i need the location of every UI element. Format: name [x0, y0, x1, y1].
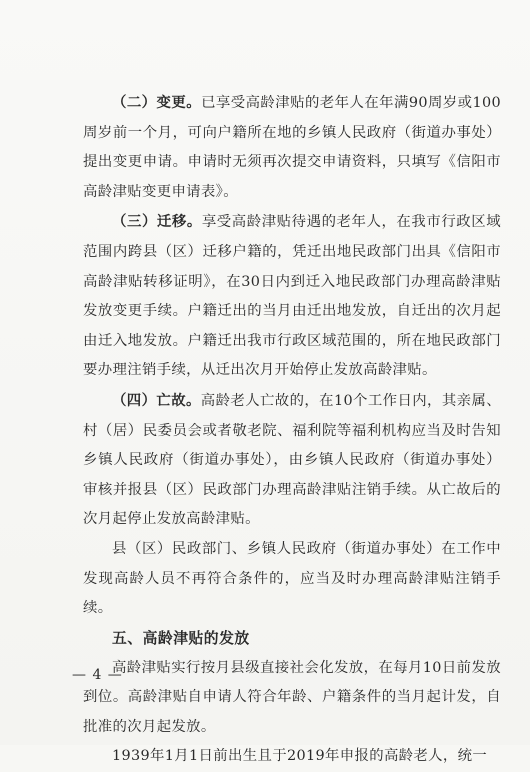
- paragraph-change: [83, 88, 501, 207]
- paragraph-1939: [83, 742, 501, 772]
- paragraph-death: [83, 386, 501, 535]
- paragraph-lead: （二）变更。: [112, 94, 202, 111]
- paragraph-cancellation: [83, 535, 501, 624]
- paragraph-text: 1939年1月1日前出生且于2019年申报的高龄老人，统一: [112, 748, 488, 765]
- paragraph-text: 县（区）民政部门、乡镇人民政府（街道办事处）在工作中发现高龄人员不再符合条件的，应当及时办理高龄津贴注销手续。: [83, 540, 501, 617]
- paragraph-migration: [83, 207, 501, 386]
- section-heading: 五、高龄津贴的发放: [112, 629, 250, 647]
- paragraph-text: 高龄津贴实行按月县级直接社会化发放，在每月10日前发放到位。高龄津贴自申请人符合年龄、户籍条件的当月起计发，自批准的次月起发放。: [83, 659, 501, 735]
- page-number: — 4 —: [72, 667, 123, 683]
- paragraph-text: 享受高龄津贴待遇的老年人，在我市行政区域范围内跨县（区）迁移户籍的，凭迁出地民政部门出具《信阳市高龄津贴转移证明》，在30日内到迁入地民政部门办理高龄津贴发放变更手续。户籍迁出的当月由迁出地发放，自迁出的次月起由迁入地发放。户籍迁出我市行政区域范围的，所在地民政部门要办理注销手续，从迁出次月开始停止发放高龄津贴。: [83, 214, 501, 379]
- paragraph-lead: （四）亡故。: [112, 391, 201, 409]
- paragraph-text: 已享受高龄津贴的老年人在年满90周岁或100周岁前一个月，可向户籍所在地的乡镇人民政府（街道办事处）提出变更申请。申请时无须再次提交申请资料，只填写《信阳市高龄津贴变更申请表》。: [83, 95, 501, 200]
- paragraph-text: 高龄老人亡故的，在10个工作日内，其亲属、村（居）民委员会或者敬老院、福利院等福利机构应当及时告知乡镇人民政府（街道办事处），由乡镇人民政府（街道办事处）审核并报县（区）民政部门办理高龄津贴注销手续。从亡故后的次月起停止发放高龄津贴。: [83, 392, 501, 528]
- paragraph-distribution: [83, 654, 501, 743]
- document-body: [83, 88, 501, 772]
- paragraph-lead: （三）迁移。: [112, 213, 202, 231]
